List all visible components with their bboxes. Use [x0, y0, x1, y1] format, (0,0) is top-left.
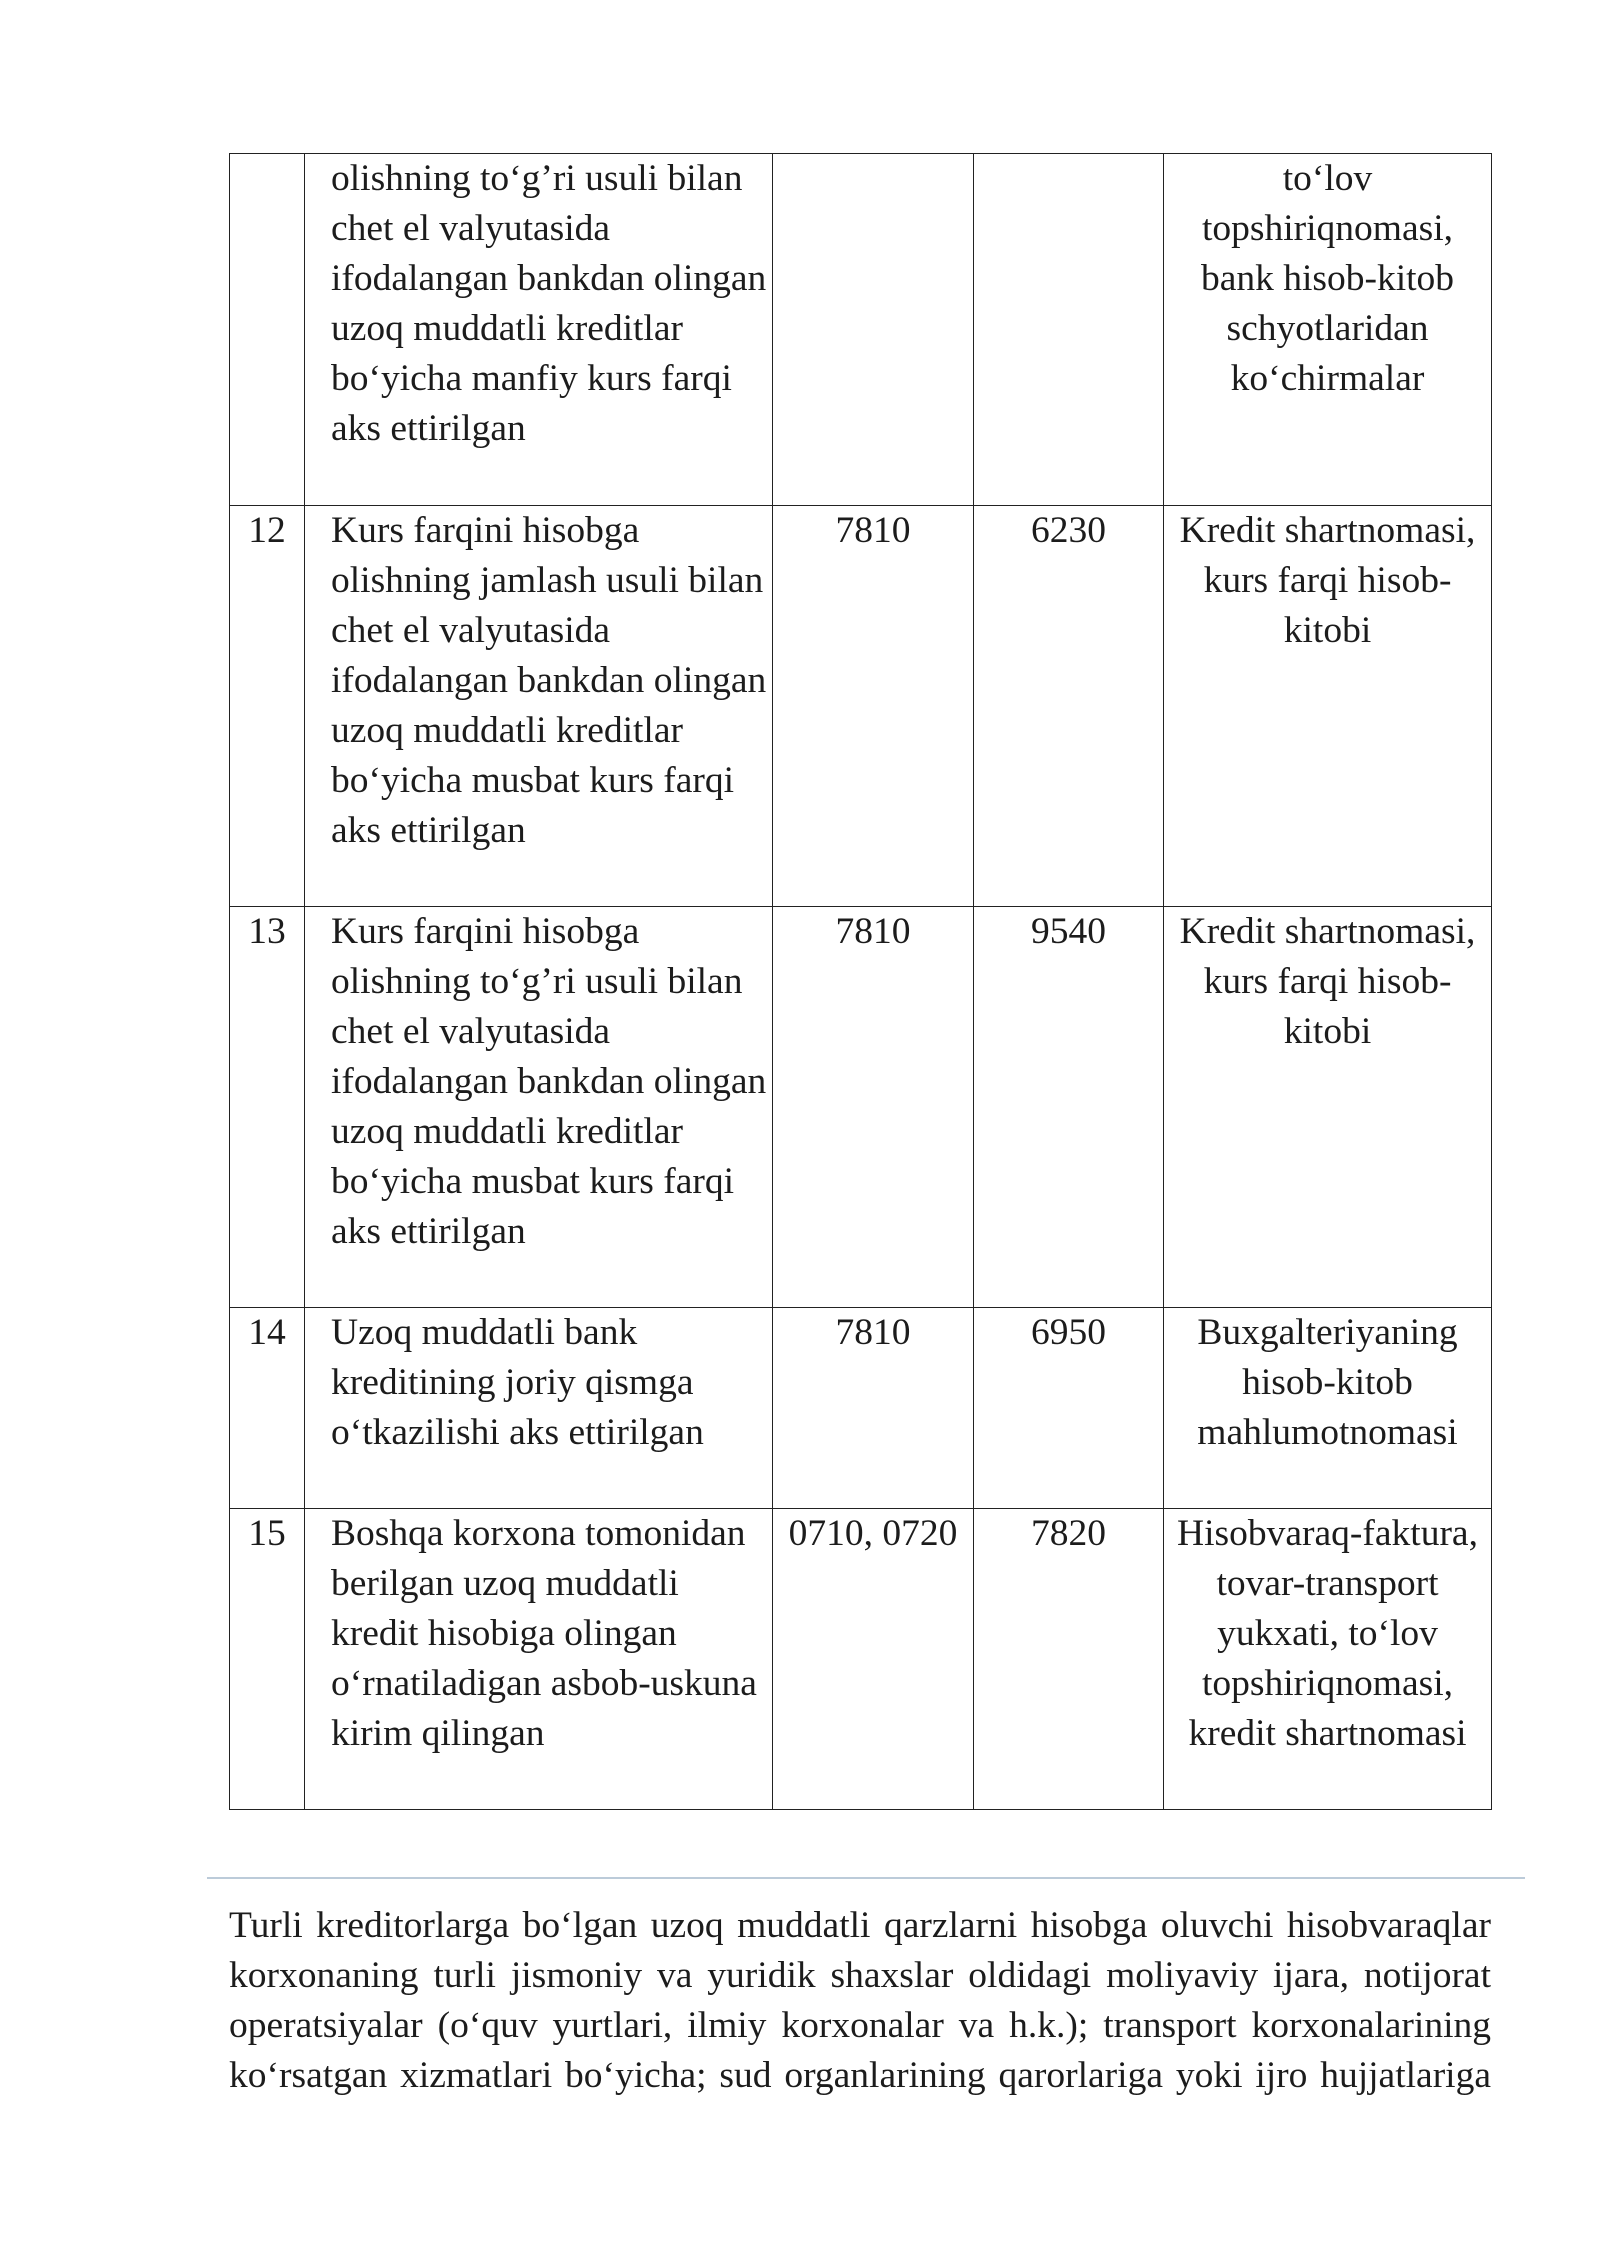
row-number-cell: 12	[230, 506, 305, 907]
table-row	[230, 907, 1492, 1308]
description-line: aks ettirilgan	[331, 1211, 526, 1252]
description-line: ifodalangan bankdan olingan	[331, 258, 767, 299]
document-line: Hisobvaraq-faktura,	[1177, 1513, 1478, 1554]
description-line: chet el valyutasida	[331, 208, 611, 249]
description-line: uzoq muddatli kreditlar	[331, 1111, 683, 1152]
description-line: uzoq muddatli kreditlar	[331, 308, 683, 349]
operation-description-cell	[305, 506, 773, 907]
table-row	[230, 154, 1492, 506]
document-line: to‘lov	[1282, 158, 1373, 199]
source-documents-cell	[1164, 506, 1492, 907]
document-line: Kredit shartnomasi,	[1179, 911, 1476, 952]
debit-account-cell: 7810	[773, 506, 974, 907]
description-line: bo‘yicha musbat kurs farqi	[331, 1161, 735, 1202]
paragraph-line: operatsiyalar (o‘quv yurtlari, ilmiy korxonalar va h.k.); transport korxonalarining	[229, 2005, 1491, 2046]
description-line: o‘rnatiladigan asbob-uskuna	[331, 1663, 757, 1704]
section-divider	[207, 1877, 1525, 1879]
description-line: kredit hisobiga olingan	[331, 1613, 677, 1654]
operation-description-cell	[305, 1509, 773, 1810]
document-line: yukxati, to‘lov	[1217, 1613, 1438, 1654]
document-line: schyotlaridan	[1226, 308, 1429, 349]
source-documents-cell	[1164, 154, 1492, 506]
table-row	[230, 1308, 1492, 1509]
table-row	[230, 506, 1492, 907]
document-line: kredit shartnomasi	[1188, 1713, 1467, 1754]
description-line: ifodalangan bankdan olingan	[331, 1061, 767, 1102]
credit-account-cell: 9540	[974, 907, 1164, 1308]
debit-account-cell: 7810	[773, 1308, 974, 1509]
description-line: o‘tkazilishi aks ettirilgan	[331, 1412, 704, 1453]
source-documents-cell	[1164, 907, 1492, 1308]
document-line: ko‘chirmalar	[1230, 358, 1425, 399]
description-line: kirim qilingan	[331, 1713, 545, 1754]
operation-description-cell	[305, 1308, 773, 1509]
document-line: topshiriqnomasi,	[1201, 1663, 1454, 1704]
document-line: Buxgalteriyaning	[1197, 1312, 1458, 1353]
description-line: bo‘yicha manfiy kurs farqi	[331, 358, 732, 399]
body-paragraph	[229, 1901, 1491, 2101]
description-line: ifodalangan bankdan olingan	[331, 660, 767, 701]
table-row	[230, 1509, 1492, 1810]
description-line: bo‘yicha musbat kurs farqi	[331, 760, 735, 801]
row-number-cell	[230, 154, 305, 506]
description-line: aks ettirilgan	[331, 810, 526, 851]
description-line: Boshqa korxona tomonidan	[331, 1513, 746, 1554]
description-line: olishning to‘g’ri usuli bilan	[331, 158, 743, 199]
row-number-cell: 15	[230, 1509, 305, 1810]
paragraph-line: ko‘rsatgan xizmatlari bo‘yicha; sud organlarining qarorlariga yoki ijro hujjatlariga	[229, 2055, 1491, 2096]
document-line: kurs farqi hisob-	[1203, 961, 1452, 1002]
description-line: aks ettirilgan	[331, 408, 526, 449]
description-line: chet el valyutasida	[331, 1011, 611, 1052]
source-documents-cell	[1164, 1308, 1492, 1509]
credit-account-cell: 7820	[974, 1509, 1164, 1810]
accounting-entries-table	[229, 153, 1492, 1810]
document-line: tovar-transport	[1216, 1563, 1439, 1604]
operation-description-cell	[305, 907, 773, 1308]
document-line: kurs farqi hisob-	[1203, 560, 1452, 601]
description-line: Kurs farqini hisobga	[331, 510, 640, 551]
description-line: kreditining joriy qismga	[331, 1362, 694, 1403]
source-documents-cell	[1164, 1509, 1492, 1810]
debit-account-cell	[773, 154, 974, 506]
document-line: Kredit shartnomasi,	[1179, 510, 1476, 551]
paragraph-line: Turli kreditorlarga bo‘lgan uzoq muddatli qarzlarni hisobga oluvchi hisobvaraqlar	[229, 1905, 1491, 1946]
description-line: chet el valyutasida	[331, 610, 611, 651]
description-line: Uzoq muddatli bank	[331, 1312, 638, 1353]
paragraph-line: korxonaning turli jismoniy va yuridik shaxslar oldidagi moliyaviy ijara, notijorat	[229, 1955, 1491, 1996]
description-line: Kurs farqini hisobga	[331, 911, 640, 952]
debit-account-cell: 0710, 0720	[773, 1509, 974, 1810]
document-line: bank hisob-kitob	[1200, 258, 1455, 299]
row-number-cell: 14	[230, 1308, 305, 1509]
document-line: topshiriqnomasi,	[1201, 208, 1454, 249]
document-line: hisob-kitob	[1242, 1362, 1413, 1403]
credit-account-cell: 6230	[974, 506, 1164, 907]
operation-description-cell	[305, 154, 773, 506]
description-line: uzoq muddatli kreditlar	[331, 710, 683, 751]
description-line: olishning jamlash usuli bilan	[331, 560, 764, 601]
debit-account-cell: 7810	[773, 907, 974, 1308]
document-line: kitobi	[1283, 610, 1372, 651]
row-number-cell: 13	[230, 907, 305, 1308]
document-line: mahlumotnomasi	[1197, 1412, 1458, 1453]
credit-account-cell	[974, 154, 1164, 506]
description-line: berilgan uzoq muddatli	[331, 1563, 679, 1604]
description-line: olishning to‘g’ri usuli bilan	[331, 961, 743, 1002]
credit-account-cell: 6950	[974, 1308, 1164, 1509]
document-line: kitobi	[1283, 1011, 1372, 1052]
